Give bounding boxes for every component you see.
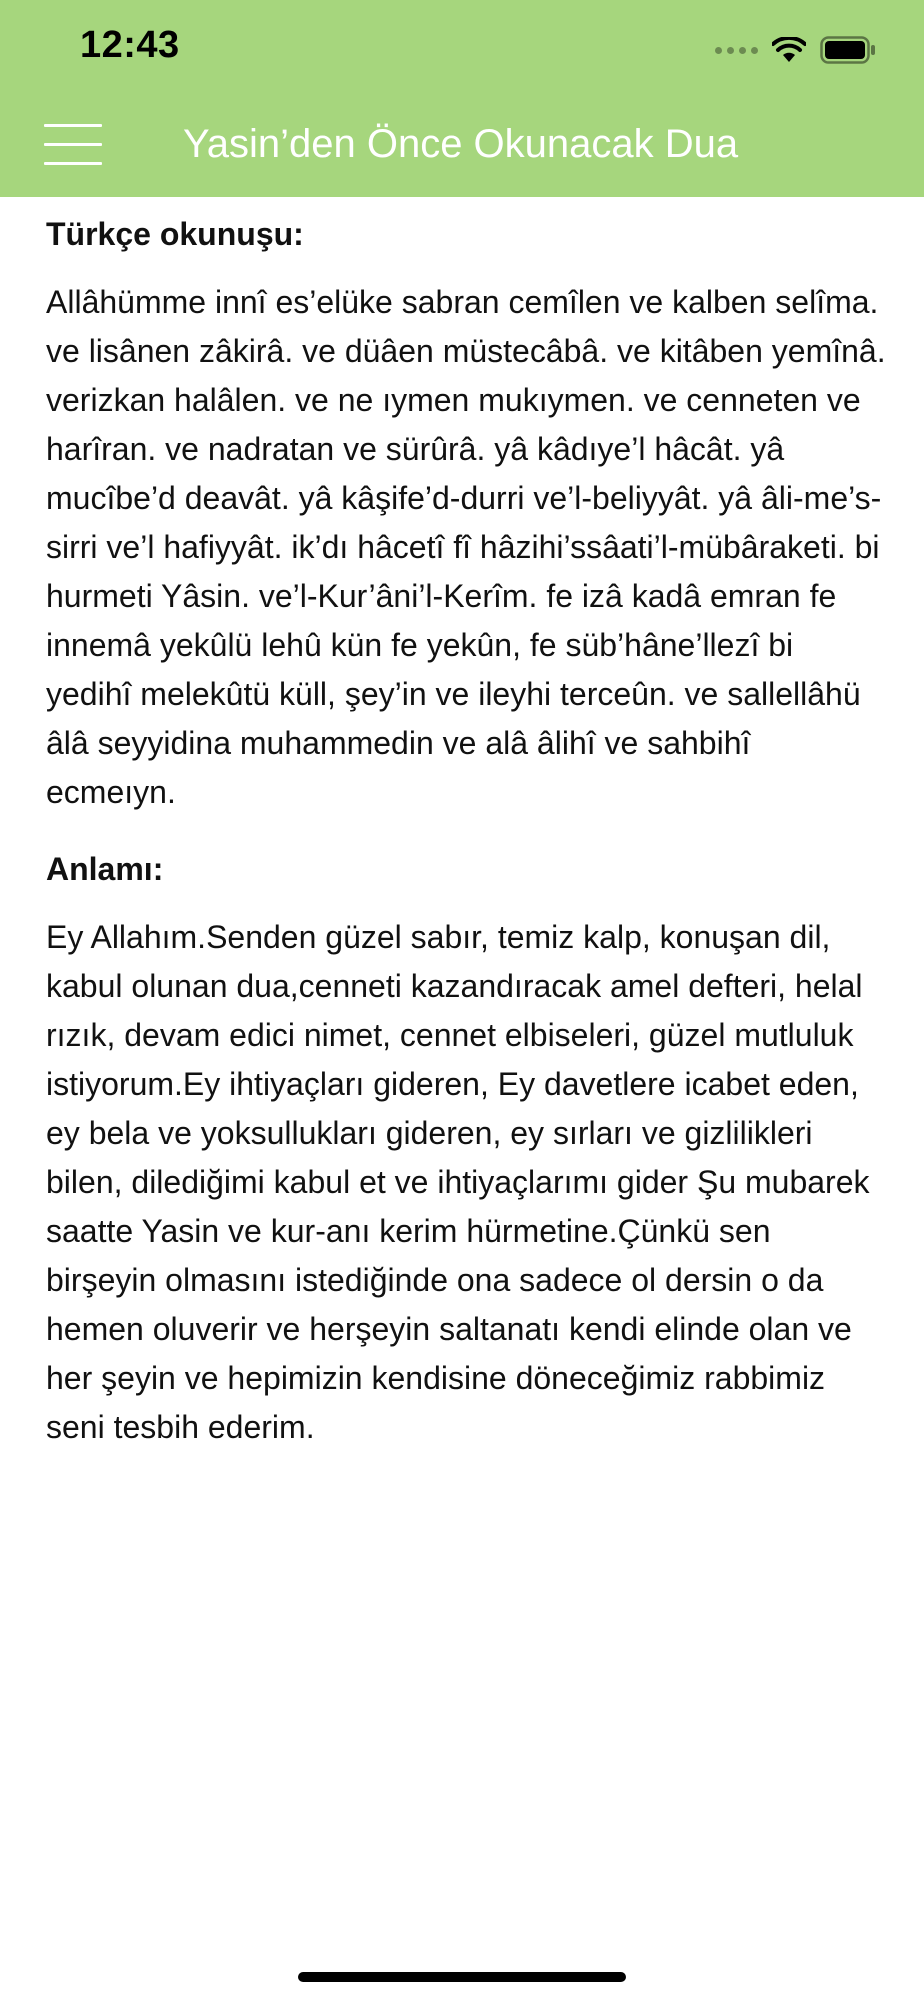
dua-content xyxy=(46,206,886,1452)
battery-icon xyxy=(820,36,876,64)
turkish-reading-text: Allâhümme innî es’elüke sabran cemîlen ve kalben selîma. ve lisânen zâkirâ. ve düâen müstecâbâ. ve kitâben yemînâ. verizkan halâlen. ve ne ıymen mukıymen. ve cenneten ve harîran. ve nadratan ve sürûrâ. yâ kâdıye’l hâcât. yâ mucîbe’d deavât. yâ kâşife’d-durri ve’l-beliyyât. yâ âli-me’s-sirri ve’l hafiyyât. ik’dı hâcetî fî hâzihi’ssâati’l-mübâraketi. bi hurmeti Yâsin. ve’l-Kur’âni’l-Kerîm. fe izâ kadâ emran fe innemâ yekûlü lehû kün fe yekûn, fe süb’hâne’llezî bi yedihî melekûtü küll, şey’in ve ileyhi terceûn. ve sallellâhü âlâ seyyidina muhammedin ve alâ âlihî ve sahbihî ecmeıyn. xyxy=(46,284,886,810)
hamburger-menu-icon[interactable] xyxy=(44,118,102,172)
signal-dots-icon xyxy=(715,47,758,54)
meaning-heading: Anlamı: xyxy=(46,851,164,887)
turkish-reading-heading: Türkçe okunuşu: xyxy=(46,216,304,252)
status-time: 12:43 xyxy=(80,24,180,66)
app-header xyxy=(0,0,924,197)
status-icons xyxy=(715,32,876,68)
meaning-text: Ey Allahım.Senden güzel sabır, temiz kalp, konuşan dil, kabul olunan dua,cenneti kazandıracak amel defteri, helal rızık, devam edici nimet, cennet elbiseleri, güzel mutluluk istiyorum.Ey ihtiyaçları gideren, Ey davetlere icabet eden, ey bela ve yoksullukları gideren, ey sırları ve gizlilikleri bilen, dilediğimi kabul et ve ihtiyaçlarımı gider Şu mubarek saatte Yasin ve kur-anı kerim hürmetine.Çünkü sen birşeyin olmasını istediğinde ona sadece ol dersin o da hemen oluverir ve herşeyin saltanatı kendi elinde olan ve her şeyin ve hepimizin kendisine döneceğimiz rabbimiz seni tesbih ederim. xyxy=(46,919,870,1445)
wifi-icon xyxy=(772,37,806,63)
page-title: Yasin’den Önce Okunacak Dua xyxy=(183,122,739,166)
home-indicator[interactable] xyxy=(298,1972,626,1982)
